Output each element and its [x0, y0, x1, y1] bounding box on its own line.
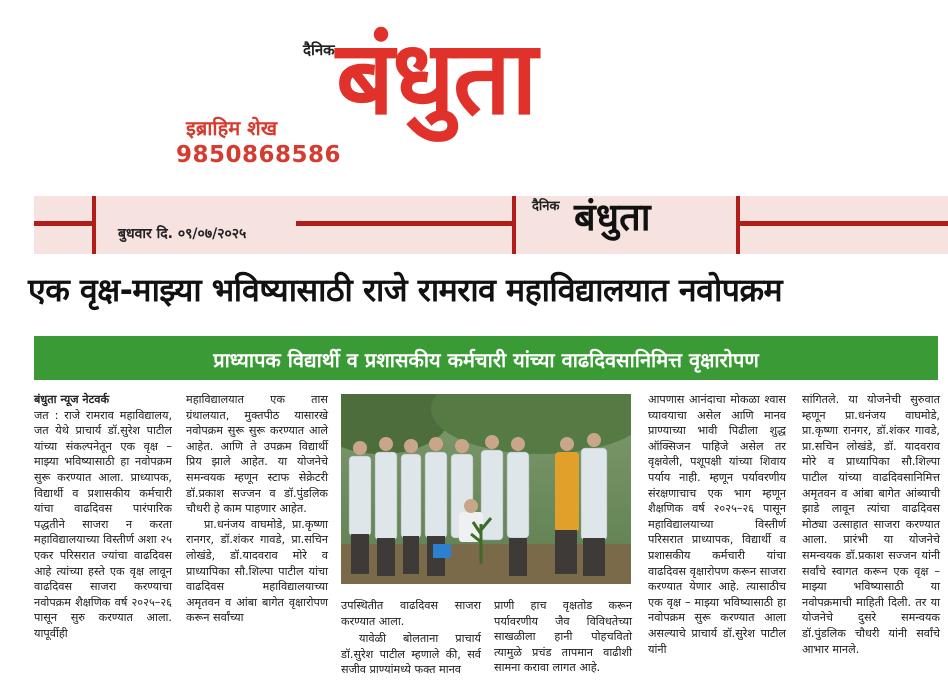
band-logo: बंधुता [574, 195, 651, 239]
masthead-dainik: दैनिक [303, 41, 335, 59]
byline: बंधुता न्यूज नेटवर्क [34, 393, 110, 406]
article-column-2 [186, 392, 328, 692]
article-column-3 [341, 598, 481, 694]
article-text-col3: उपस्थितीत वाढदिवस साजरा करण्यात आला. [341, 599, 481, 628]
article-column-5 [648, 392, 786, 692]
reporter-phone: 9850868586 [176, 142, 342, 168]
reporter-name: इब्राहिम शेख [186, 116, 278, 140]
tree-planting-photo [341, 394, 631, 584]
band-rule-middle [296, 221, 516, 226]
issue-date: बुधवार दि. ०९/०७/२०२५ [118, 226, 247, 242]
photo-illustration [341, 394, 631, 584]
band-dainik: दैनिक [532, 199, 560, 214]
article-text-col2b: प्रा.धनंजय वाघमोडे, प्रा.कृष्णा रानगर, डॉ.शंकर गावडे, प्रा.सचिन लोखंडे, डॉ.यादवराव मोरे व प्राध्यापिका सौ.शिल्पा पाटील यांचा वाढदिवस महाविद्यालयाच्या अमृतवन व आंबा बागेत वृक्षारोपण करून सर्वांच्या [186, 517, 328, 625]
article-text-col6: सांगितले. या योजनेची सुरुवात म्हणून प्रा.धनंजय वाघमोडे, प्रा.कृष्णा रानगर, डॉ.शंकर गावडे, प्रा.सचिन लोखंडे, डॉ. यादवराव मोरे व प्राध्यापिका सौ.शिल्पा पाटील यांच्या वाढदिवसानिमित्त अमृतवन व आंबा बागेत आंब्याची झाडे लावून त्यांचा वाढदिवस मोठ्या उत्साहात साजरा करण्यात आला. प्रारंभी या योजनेचे समन्वयक डॉ.प्रकाश सज्जन यांनी सर्वांचे स्वागत करून एक वृक्ष – माझ्या भविष्यासाठी या नवोपक्रमाची माहिती दिली. तर या योजनेचे दुसरे समन्वयक डॉ.पुंडलिक चौधरी यांनी सर्वांचे आभार मानले. [802, 393, 940, 656]
article-column-4 [494, 598, 632, 694]
article-text-col1: जत : राजे रामराव महाविद्यालय, जत येथे प्राचार्य डॉ.सुरेश पाटील यांच्या संकल्पनेतून एक वृक्ष – माझ्या भविष्यासाठी हा नवोपक्रम सुरू करण्यात आला. प्राध्यापक, विद्यार्थी व प्रशासकीय कर्मचारी यांचा वाढदिवस पारंपारिक पद्धतीने साजरा न करता महाविद्यालयाच्या विस्तीर्ण अशा २५ एकर परिसरात ज्यांचा वाढदिवस आहे त्यांच्या हस्ते एक वृक्ष लावून वाढदिवस साजरा करण्याचा नवोपक्रम शैक्षणिक वर्ष २०२५–२६ पासून सुरु करण्यात आला. यापूर्वीही [34, 408, 172, 640]
subheadline: प्राध्यापक विद्यार्थी व प्रशासकीय कर्मचारी यांच्या वाढदिवसानिमित्त वृक्षारोपण [213, 348, 759, 372]
headline: एक वृक्ष-माझ्या भविष्यासाठी राजे रामराव महाविद्यालयात नवोपक्रम [28, 271, 783, 309]
band-rule-left [34, 221, 94, 226]
article-column-1 [34, 392, 172, 688]
band-rule-right [740, 221, 948, 226]
band-tick-left [92, 196, 96, 254]
band-tick-middle [512, 196, 516, 254]
newspaper-logo: बंधुता [336, 19, 536, 138]
article-text-col5: आपणास आनंदाचा मोकळा श्वास घ्यावयाचा असेल आणि मानव प्राण्याच्या भावी पिढीला शुद्ध ऑक्सिजन पाहिजे असेल तर वृक्षवेली, पशूपक्षी यांच्या शिवाय पर्याय नाही. म्हणून पर्यावरणीय संरक्षणाचाच एक भाग म्हणून शैक्षणिक वर्ष २०२५–२६ पासून महाविद्यालयाच्या विस्तीर्ण परिसरात प्राध्यापक, विद्यार्थी व प्रशासकीय कर्मचारी यांचा वाढदिवस वृक्षारोपण करून साजरा करण्यात येणार आहे. त्यासाठीच एक वृक्ष – माझ्या भविष्यासाठी हा नवोपक्रम सुरू करण्यात आला असल्याचे प्राचार्य डॉ.सुरेश पाटील यांनी [648, 393, 786, 656]
article-text-col3b: यावेळी बोलताना प्राचार्य डॉ.सुरेश पाटील म्हणाले की, सर्व सजीव प्राण्यांमध्ये फक्त मानव [341, 632, 481, 677]
article-text-col4: प्राणी हाच वृक्षतोड करून पर्यावरणीय जैव विविधतेच्या साखळीला हानी पोहचवितो त्यामुळे प्रचंड तापमान वाढीशी सामना करावा लागत आहे. [494, 599, 632, 675]
article-column-6 [802, 392, 940, 692]
article-text-col2: महाविद्यालयात एक तास ग्रंथालयात, मुक्तपीठ यासारखे नवोपक्रम सुरू सुरू करण्यात आले आहेत. आणि ते उपक्रम विद्यार्थी प्रिय झाले आहेत. या योजनेचे समन्वयक म्हणून स्टाफ सेक्रेटरी डॉ.प्रकाश सज्जन व डॉ.पुंडलिक चौधरी हे काम पाहणार आहेत. [186, 393, 328, 516]
